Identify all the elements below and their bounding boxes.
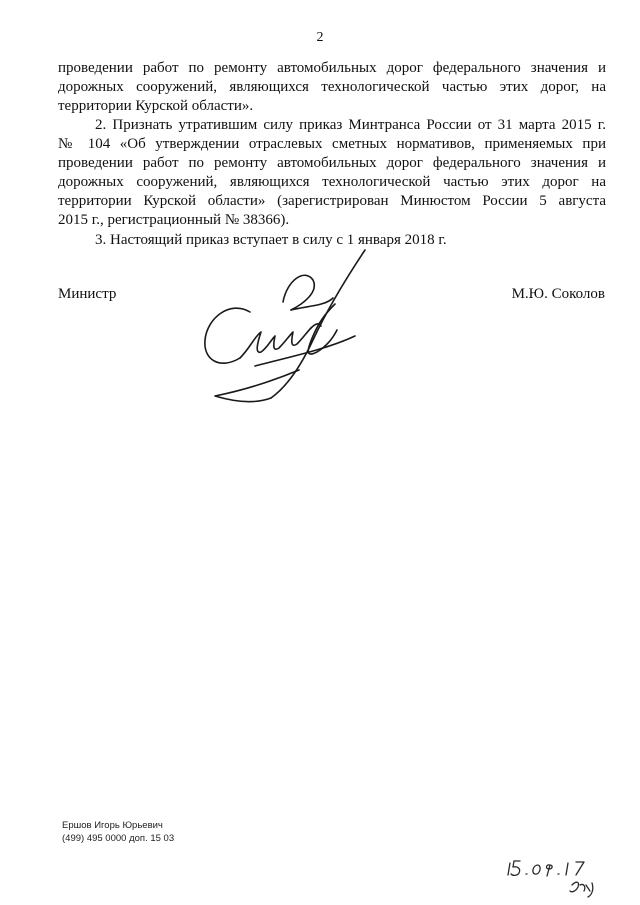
body-line-9: 2015 г., регистрационный № 38366).	[58, 212, 290, 228]
handwritten-date-note	[500, 855, 600, 900]
signer-name: М.Ю. Соколов	[511, 286, 605, 302]
executor-phone: (499) 495 0000 доп. 15 03	[62, 833, 175, 844]
executor-name: Ершов Игорь Юрьевич	[62, 820, 163, 831]
body-line-3: территории Курской области».	[58, 98, 254, 114]
page-number: 2	[316, 30, 324, 45]
body-line-1: проведении работ по ремонту автомобильных дорог федерального значения и	[58, 60, 606, 76]
body-line-6: проведении работ по ремонту автомобильных дорог федерального значения и	[58, 155, 606, 171]
body-line-8: территории Курской области» (зарегистрирован Минюстом России 5 августа	[58, 193, 606, 209]
body-line-5: № 104 «Об утверждении отраслевых сметных нормативов, применяемых при	[58, 136, 606, 152]
body-line-7: дорожных сооружений, являющихся технологической частью этих дорог на	[58, 174, 606, 190]
body-line-4: 2. Признать утратившим силу приказ Минтранса России от 31 марта 2015 г.	[95, 117, 606, 133]
signer-title: Министр	[58, 286, 117, 302]
body-line-10: 3. Настоящий приказ вступает в силу с 1 января 2018 г.	[95, 232, 447, 248]
body-line-2: дорожных сооружений, являющихся технологической частью этих дорог, на	[58, 79, 606, 95]
handwritten-signature	[195, 240, 385, 410]
